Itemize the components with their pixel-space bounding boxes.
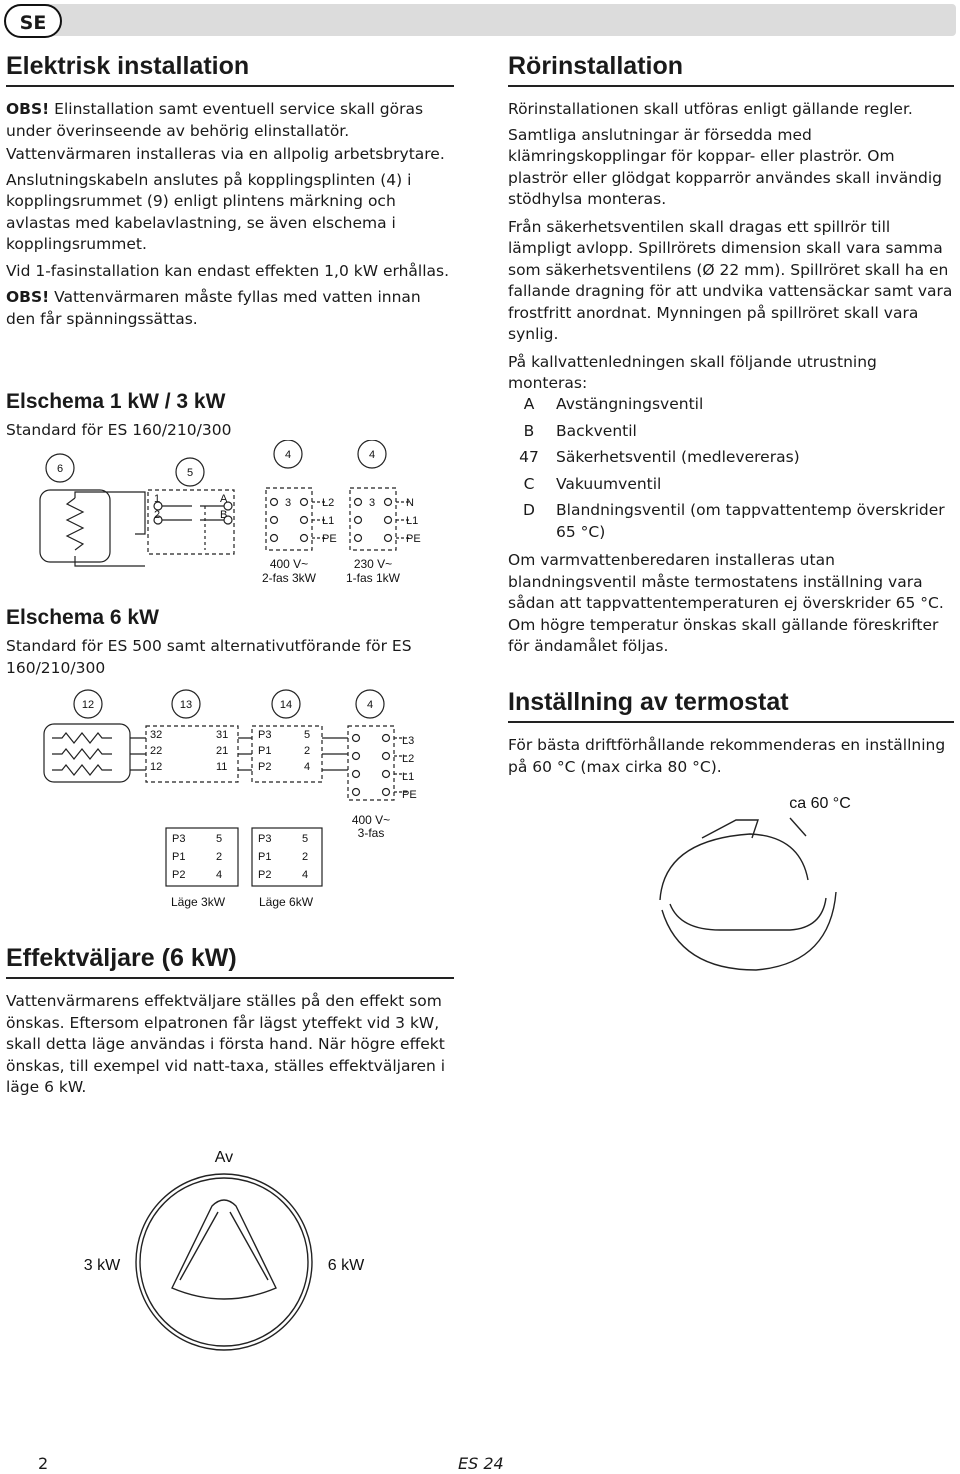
diagram1-caption: 400 V~ — [269, 557, 309, 571]
diagram2-label: 2 — [304, 745, 311, 757]
diagram1-label: 3 — [285, 497, 292, 509]
diagram2-label: 5 — [304, 729, 311, 741]
paragraph-anslutning: Anslutningskabeln anslutes på kopplingsplinten (4) i kopplingsrummet (9) enligt plintens märkning och avlastas med kabelavlastning, se även elschema i kopplingsrummet. — [6, 170, 412, 253]
diagram2-label: PE — [402, 789, 417, 801]
diagram2-label: 2 — [302, 851, 309, 863]
list-item — [502, 474, 946, 496]
paragraph-regler: Rörinstallationen skall utföras enligt gällande regler. — [508, 100, 913, 118]
schema1-title: Elschema 1 kW / 3 kW — [6, 390, 226, 413]
diagram2-label: 21 — [216, 745, 229, 757]
diagram1-label: 4 — [368, 449, 376, 461]
knob-setting-label: ca 60 °C — [789, 795, 851, 812]
diagram1-caption: 1-fas 1kW — [345, 571, 401, 585]
dial-label-6kw: 6 kW — [327, 1257, 365, 1274]
diagram2-label: 12 — [81, 699, 95, 711]
diagram2-label: 12 — [150, 761, 163, 773]
dial-label-3kw: 3 kW — [83, 1257, 121, 1274]
wiring-diagram-1 — [30, 440, 450, 600]
thermostat-knob — [640, 780, 880, 980]
diagram1-label: L1 — [322, 515, 335, 527]
diagram1-caption: 2-fas 3kW — [261, 571, 317, 585]
diagram2-label: 4 — [302, 869, 309, 881]
diagram1-label: 1 — [154, 493, 161, 505]
termostat-section — [508, 688, 954, 778]
paragraph-kallvatten: På kallvattenledningen skall följande utrustning monteras: — [508, 352, 877, 392]
diagram1-label: L2 — [322, 497, 335, 509]
list-key: B — [523, 421, 535, 440]
diagram1-label: 3 — [369, 497, 376, 509]
diagram2-label: 4 — [366, 699, 374, 711]
right-column-lower — [508, 550, 954, 658]
diagram1-label: PE — [322, 533, 337, 545]
list-item — [502, 447, 946, 469]
mode-label-6kw: Läge 6kW — [258, 895, 314, 909]
diagram2-label: 5 — [302, 833, 309, 845]
schema1-header — [6, 390, 454, 442]
diagram2-label: L3 — [402, 735, 415, 747]
diagram1-caption: 230 V~ — [353, 557, 393, 571]
diagram1-label: N — [406, 497, 414, 509]
dial-label-av: Av — [214, 1149, 234, 1166]
list-key: 47 — [519, 448, 539, 466]
diagram1-label: A — [220, 493, 228, 505]
language-badge: SE — [4, 4, 62, 38]
diagram1-label: 5 — [186, 467, 194, 479]
list-key: D — [523, 501, 535, 519]
wiring-diagram-2 — [30, 688, 450, 912]
schema2-subtitle: Standard för ES 500 samt alternativutförande för ES 160/210/300 — [6, 637, 412, 677]
section-title-rorinstallation: Rörinstallation — [508, 52, 954, 87]
diagram2-label: P3 — [258, 833, 272, 845]
diagram2-label: L2 — [402, 753, 415, 765]
left-column — [6, 52, 454, 330]
paragraph-effektvaljare: Vattenvärmarens effektväljare ställes på den effekt som önskas. Eftersom elpatronen får lägst yteffekt vid 3 kW, skall detta läge användas i första hand. När högre effekt önskas, till exempel vid natt-taxa, ställes effektväljaren i läge 6 kW. — [6, 992, 446, 1096]
schema2-header — [6, 606, 454, 679]
diagram2-label: P3 — [258, 729, 272, 741]
right-column — [508, 52, 954, 395]
paragraph-brytare: Vattenvärmaren installeras via en allpolig arbetsbrytare. — [6, 145, 445, 163]
obs-text: Elinstallation samt eventuell service skall göras under överinseende av behörig elinstallatör. — [6, 100, 424, 140]
diagram1-label: B — [220, 509, 228, 521]
page-number: 2 — [38, 1454, 49, 1473]
diagram2-label: 4 — [216, 869, 223, 881]
obs-paragraph-1 — [6, 99, 454, 142]
list-item — [502, 394, 946, 416]
paragraph-anslutningar: Samtliga anslutningar är försedda med klämringskopplingar för koppar- eller plaströr. Om plaströr eller glödgat kopparrör användes skall invändig stödhylsa monteras. — [508, 125, 943, 208]
diagram2-caption: 3-fas — [357, 826, 385, 840]
list-item — [502, 421, 946, 443]
diagram2-label: P2 — [258, 761, 272, 773]
list-key: A — [523, 395, 535, 413]
section-title-termostat: Inställning av termostat — [508, 688, 954, 723]
diagram2-label: 4 — [304, 761, 311, 773]
mode-label-3kw: Läge 3kW — [170, 895, 226, 909]
power-selector-dial — [70, 1140, 390, 1360]
diagram2-label: 22 — [150, 745, 163, 757]
list-value: Vakuumventil — [556, 474, 662, 493]
obs-paragraph-2 — [6, 287, 454, 330]
list-key: C — [523, 474, 535, 493]
document-code: ES 24 — [458, 1454, 504, 1473]
diagram2-label: P1 — [172, 851, 186, 863]
list-value: Avstängningsventil — [556, 395, 704, 413]
diagram2-label: 5 — [216, 833, 223, 845]
header-bar — [40, 4, 956, 36]
list-value: Blandningsventil (om tappvattentemp överskrider 65 °C) — [556, 501, 945, 541]
diagram2-label: P2 — [258, 869, 272, 881]
paragraph-blandningsventil: Om varmvattenberedaren installeras utan blandningsventil måste termostatens inställning vara sådan att tappvattentemperaturen ej överskrider 65 °C. Om högre temperatur önskas skall gällande föreskrifter för ändamålet följas. — [508, 551, 944, 655]
paragraph-1fas: Vid 1-fasinstallation kan endast effekten 1,0 kW erhållas. — [6, 261, 450, 280]
effektvaljare-section — [6, 944, 454, 1099]
diagram2-label: 14 — [279, 699, 293, 711]
diagram2-label: 31 — [216, 729, 229, 741]
diagram2-label: P1 — [258, 851, 272, 863]
diagram1-label: L1 — [406, 515, 419, 527]
diagram2-label: 11 — [216, 761, 228, 773]
equipment-list — [502, 394, 946, 548]
obs-label: OBS! — [6, 100, 50, 118]
diagram1-label: 6 — [56, 463, 64, 475]
diagram1-label: 2 — [154, 509, 161, 521]
schema1-subtitle: Standard för ES 160/210/300 — [6, 421, 232, 439]
diagram2-label: 32 — [150, 729, 163, 741]
diagram1-label: PE — [406, 533, 421, 545]
obs-label: OBS! — [6, 288, 50, 306]
schema2-title: Elschema 6 kW — [6, 606, 159, 629]
diagram1-label: 4 — [284, 449, 292, 461]
list-item — [502, 500, 946, 543]
paragraph-spillror: Från säkerhetsventilen skall dragas ett spillrör till lämpligt avlopp. Spillrörets dimension skall vara samma som säkerhetsventilens (Ø 22 mm). Spillröret skall ha en fallande dragning för att undvika vattensäckar samt vara frostfritt anordnat. Mynningen på spillröret skall vara synlig. — [508, 217, 953, 343]
diagram2-label: P2 — [172, 869, 186, 881]
section-title-effektvaljare: Effektväljare (6 kW) — [6, 944, 454, 979]
list-value: Säkerhetsventil (medlevereras) — [556, 448, 800, 466]
list-value: Backventil — [556, 421, 637, 440]
section-title-elektrisk: Elektrisk installation — [6, 52, 454, 87]
diagram2-label: 13 — [179, 699, 193, 711]
diagram2-label: P1 — [258, 745, 272, 757]
paragraph-termostat: För bästa driftförhållande rekommenderas en inställning på 60 °C (max cirka 80 °C). — [508, 736, 946, 776]
diagram2-label: P3 — [172, 833, 186, 845]
diagram2-label: 2 — [216, 851, 223, 863]
diagram2-label: L1 — [402, 771, 415, 783]
diagram2-caption: 400 V~ — [351, 813, 391, 827]
obs-text: Vattenvärmaren måste fyllas med vatten innan den får spänningssättas. — [6, 288, 421, 328]
